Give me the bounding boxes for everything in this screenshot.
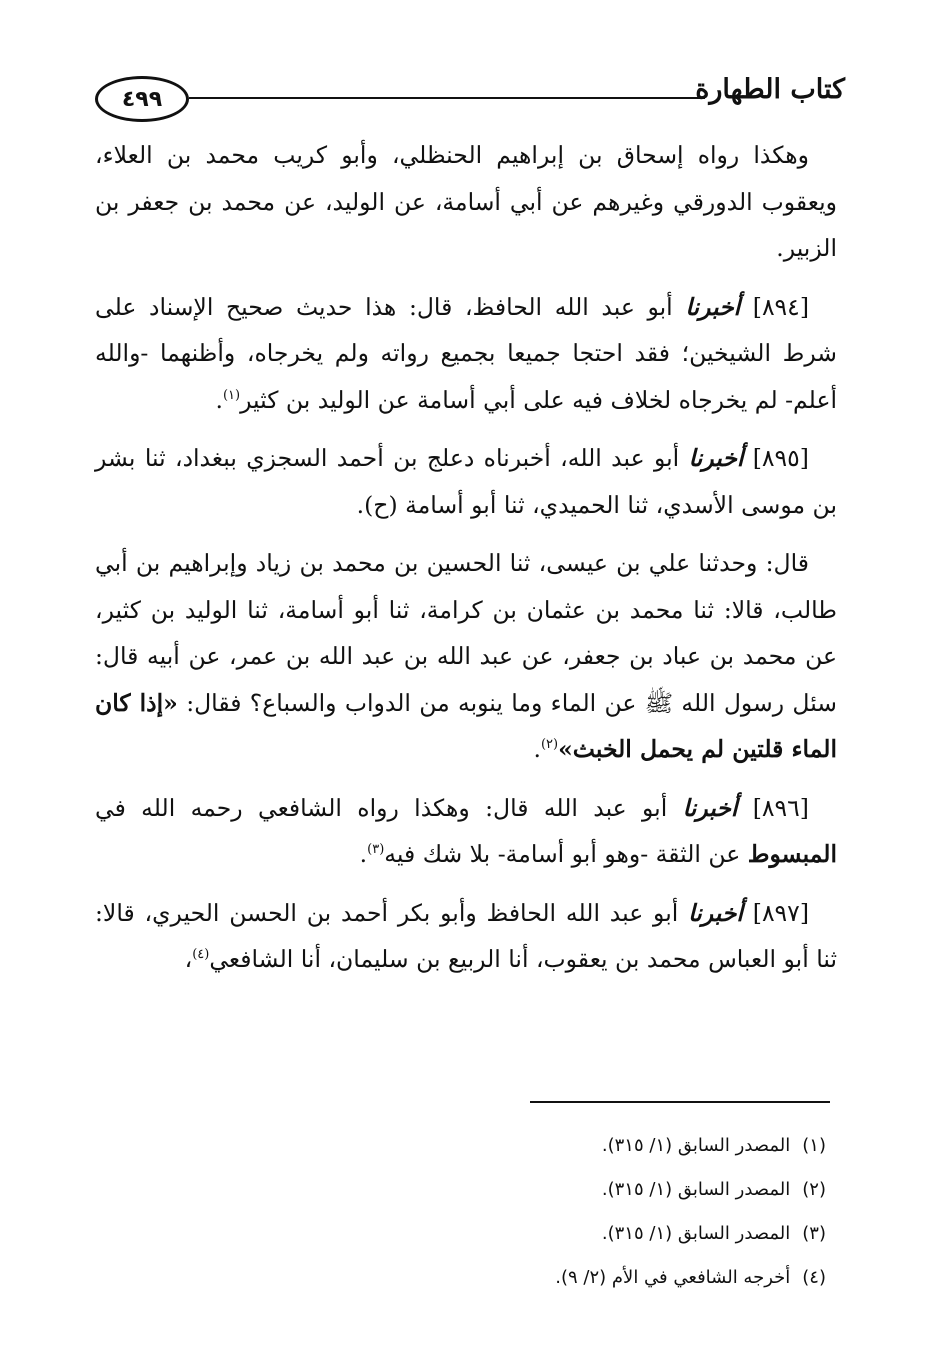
paragraph-895 — [95, 435, 837, 528]
paragraph-text: أبو عبد الله الحافظ، قال: هذا حديث صحيح الإسناد على شرط الشيخين؛ فقد احتجا جميعا بجميع رواته ولم يخرجاه، وأظنهما -والله أعلم- لم يخرجاه لخلاف فيه على أبي أسامة عن الوليد بن كثير — [95, 292, 837, 414]
footnote-number: (٣) — [802, 1223, 826, 1244]
paragraph-text: أبو عبد الله، أخبرناه دعلج بن أحمد السجزي ببغداد، ثنا بشر بن موسى الأسدي، ثنا الحميدي، ثنا أبو أسامة (ح). — [95, 444, 837, 519]
paragraph-894 — [95, 284, 837, 424]
footnote-item — [306, 1168, 826, 1212]
paragraph-qala — [95, 540, 837, 773]
main-text — [95, 132, 837, 995]
footnote-ref[interactable]: (١) — [222, 387, 241, 403]
hadith-number: [٨٩٧] — [752, 898, 809, 927]
lead-word: أخبرنا — [685, 292, 741, 321]
page-number: ٤٩٩ — [95, 76, 189, 122]
lead-word: أخبرنا — [688, 444, 744, 472]
paragraph-897 — [95, 890, 837, 983]
footnote-item — [306, 1124, 826, 1168]
book-reference: المبسوط — [747, 840, 837, 868]
hadith-number: [٨٩٥] — [752, 444, 809, 472]
hadith-number: [٨٩٦] — [752, 793, 809, 822]
paragraph-end: . — [533, 735, 541, 763]
paragraph-end: . — [215, 385, 223, 414]
paragraph-text: قال: وحدثنا علي بن عيسى، ثنا الحسين بن محمد بن زياد وإبراهيم بن أبي طالب، قالا: ثنا محمد بن عثمان بن كرامة، ثنا أبو أسامة، ثنا الوليد بن كثير، عن محمد بن عباد بن جعفر، عن عبد الله بن عبد الله بن عمر، عن أبيه قال: سئل رسول الله ﷺ عن الماء وما ينوبه من الدواب والسباع؟ فقال: — [95, 549, 837, 717]
footnote-text: أخرجه الشافعي في الأم (٢/ ٩). — [555, 1267, 791, 1288]
header-rule — [189, 97, 705, 99]
footnote-item — [306, 1256, 826, 1300]
paragraph-end: . — [359, 840, 368, 868]
paragraph-end: ، — [184, 945, 193, 973]
footnote-text: المصدر السابق (١/ ٣١٥). — [601, 1223, 791, 1244]
page-header — [95, 70, 845, 126]
footnote-item — [306, 1212, 826, 1256]
paragraph-text: وهكذا رواه إسحاق بن إبراهيم الحنظلي، وأبو كريب محمد بن العلاء، ويعقوب الدورقي وغيرهم عن أبي أسامة، عن الوليد، عن محمد بن جعفر بن الزبير. — [95, 141, 837, 262]
footnote-ref[interactable]: (٣) — [367, 842, 385, 858]
footnote-number: (٢) — [802, 1179, 826, 1200]
book-title: كتاب الطهارة — [695, 74, 845, 105]
footnote-number: (١) — [802, 1135, 826, 1156]
lead-word: أخبرنا — [688, 898, 743, 927]
paragraph-1 — [95, 132, 837, 272]
paragraph-text: أبو عبد الله الحافظ وأبو بكر أحمد بن الحسن الحيري، قالا: ثنا أبو العباس محمد بن يعقوب، أنا الربيع بن سليمان، أنا الشافعي — [95, 898, 837, 973]
footnote-ref[interactable]: (٤) — [192, 947, 210, 963]
footnotes — [306, 1124, 826, 1300]
footnote-text: المصدر السابق (١/ ٣١٥). — [601, 1135, 791, 1156]
hadith-number: [٨٩٤] — [752, 292, 809, 321]
paragraph-896 — [95, 785, 837, 878]
footnote-rule — [530, 1101, 830, 1103]
paragraph-text-2: عن الثقة -وهو أبو أسامة- بلا شك فيه — [384, 840, 741, 868]
lead-word: أخبرنا — [682, 793, 738, 822]
hadith-quote: «إذا كان الماء قلتين لم يحمل الخبث» — [95, 688, 837, 763]
footnote-ref[interactable]: (٢) — [540, 737, 559, 753]
footnote-number: (٤) — [802, 1267, 826, 1288]
paragraph-text: أبو عبد الله قال: وهكذا رواه الشافعي رحمه الله في — [95, 793, 668, 822]
footnote-text: المصدر السابق (١/ ٣١٥). — [601, 1179, 791, 1200]
